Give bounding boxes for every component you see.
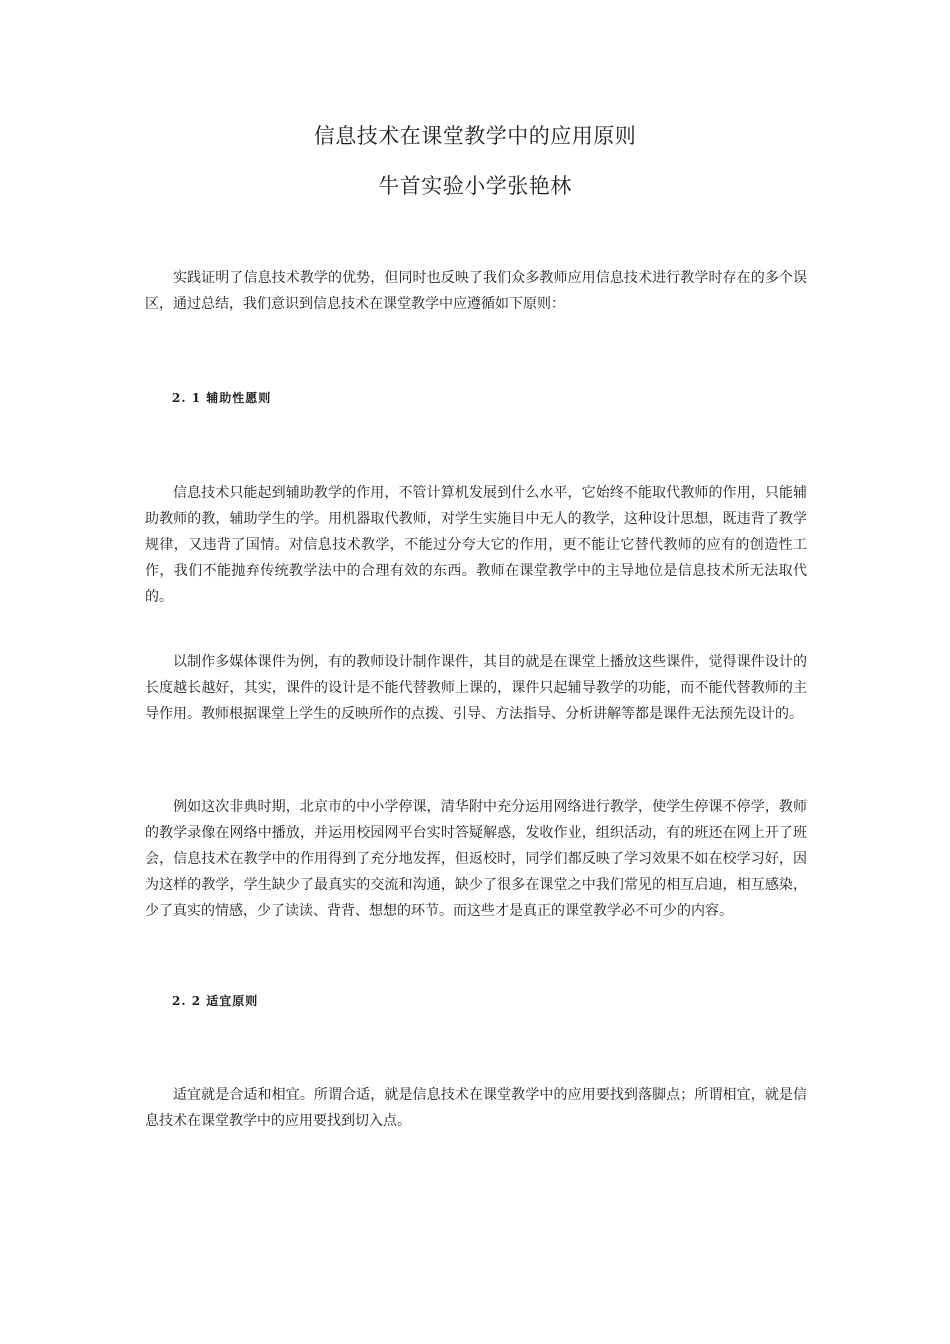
document-author: 牛首实验小学张艳林 (378, 174, 572, 198)
section1-paragraph-1: 信息技术只能起到辅助教学的作用，不管计算机发展到什么水平，它始终不能取代教师的作用，只能辅助教师的教，辅助学生的学。用机器取代教师，对学生实施目中无人的教学，这种设计思想，既违背了教学规律，又违背了国情。对信息技术教学，不能过分夸大它的作用，更不能让它替代教师的应有的创造性工作，我们不能抛弃传统教学法中的合理有效的东西。教师在课堂教学中的主导地位是信息技术所无法取代的。 (145, 485, 807, 605)
section1-paragraph-2: 以制作多媒体课件为例，有的教师设计制作课件，其目的就是在课堂上播放这些课件，觉得课件设计的长度越长越好，其实，课件的设计是不能代替教师上课的，课件只起辅导教学的功能，而不能代替教师的主导作用。教师根据课堂上学生的反映所作的点拨、引导、方法指导、分析讲解等都是课件无法预先设计的。 (145, 654, 807, 722)
intro-paragraph: 实践证明了信息技术教学的优势，但同时也反映了我们众多教师应用信息技术进行教学时存在的多个误区，通过总结，我们意识到信息技术在课堂教学中应遵循如下原则： (145, 270, 807, 312)
document-title: 信息技术在课堂教学中的应用原则 (313, 124, 637, 148)
section-heading-2-2: 2. 2 适宜原则 (172, 994, 259, 1008)
section1-paragraph-3: 例如这次非典时期，北京市的中小学停课，清华附中充分运用网络进行教学，使学生停课不停学，教师的教学录像在网络中播放，并运用校园网平台实时答疑解惑，发收作业，组织活动，有的班还在网上开了班会，信息技术在教学中的作用得到了充分地发挥，但返校时，同学们都反映了学习效果不如在校学习好，因为这样的教学，学生缺少了最真实的交流和沟通，缺少了很多在课堂之中我们常见的相互启迪，相互感染，少了真实的情感，少了读读、背背、想想的环节。而这些才是真正的课堂教学必不可少的内容。 (145, 799, 807, 919)
section-heading-2-1: 2. 1 辅助性愿则 (172, 391, 272, 405)
section2-paragraph-1: 适宜就是合适和相宜。所谓合适，就是信息技术在课堂教学中的应用要找到落脚点；所谓相宜，就是信息技术在课堂教学中的应用要找到切入点。 (145, 1087, 807, 1129)
